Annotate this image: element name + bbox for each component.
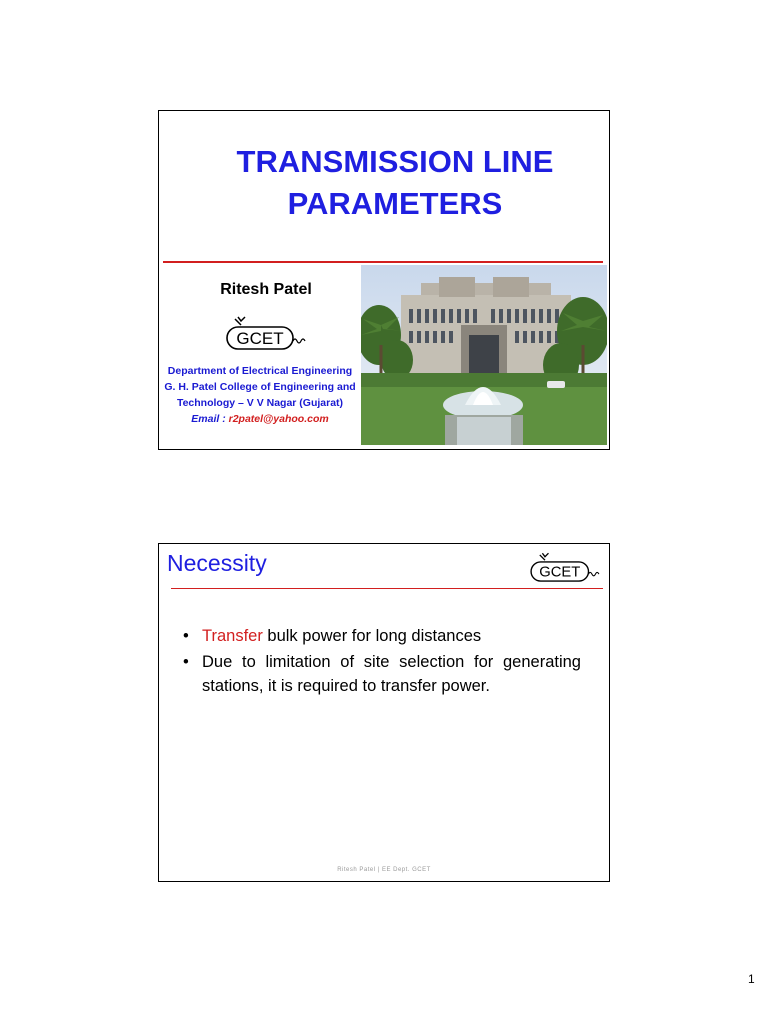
title-line-2: PARAMETERS [287, 186, 503, 221]
email-address: r2patel@yahoo.com [228, 413, 329, 425]
dept-line-2: G. H. Patel College of Engineering and [164, 381, 356, 393]
logo-text: GCET [236, 329, 284, 348]
list-item [183, 650, 581, 698]
slide-title [159, 141, 609, 225]
logo-text: GCET [539, 564, 581, 581]
bullet-icon: • [183, 627, 189, 645]
slide-title: Necessity [167, 550, 267, 576]
dept-line-1: Department of Electrical Engineering [167, 365, 353, 377]
content-slide [158, 543, 610, 882]
title-line-1: TRANSMISSION LINE [236, 144, 554, 179]
department-info [161, 363, 359, 427]
bullet-text: bulk power for long distances [262, 627, 482, 645]
bullet-icon: • [183, 653, 189, 671]
dept-line-3: Technology – V V Nagar (Gujarat) [176, 397, 344, 409]
college-building-photo [361, 265, 607, 445]
author-name: Ritesh Patel [220, 281, 312, 298]
email-label: Email : [191, 413, 229, 425]
title-slide [158, 110, 610, 450]
slide-footer: Ritesh Patel | EE Dept. GCET [337, 867, 431, 873]
list-item [183, 624, 581, 648]
title-divider [171, 588, 603, 589]
bullet-text: Due to limitation of site selection for generating stations, it is required to transfer power. [202, 653, 581, 695]
bullet-list [183, 624, 581, 700]
page-number: 1 [748, 972, 755, 986]
gcet-logo-icon [225, 311, 307, 357]
highlight-text: Transfer [202, 627, 263, 645]
gcet-logo-icon [527, 548, 603, 588]
email-row [161, 411, 359, 427]
title-divider [163, 261, 603, 263]
